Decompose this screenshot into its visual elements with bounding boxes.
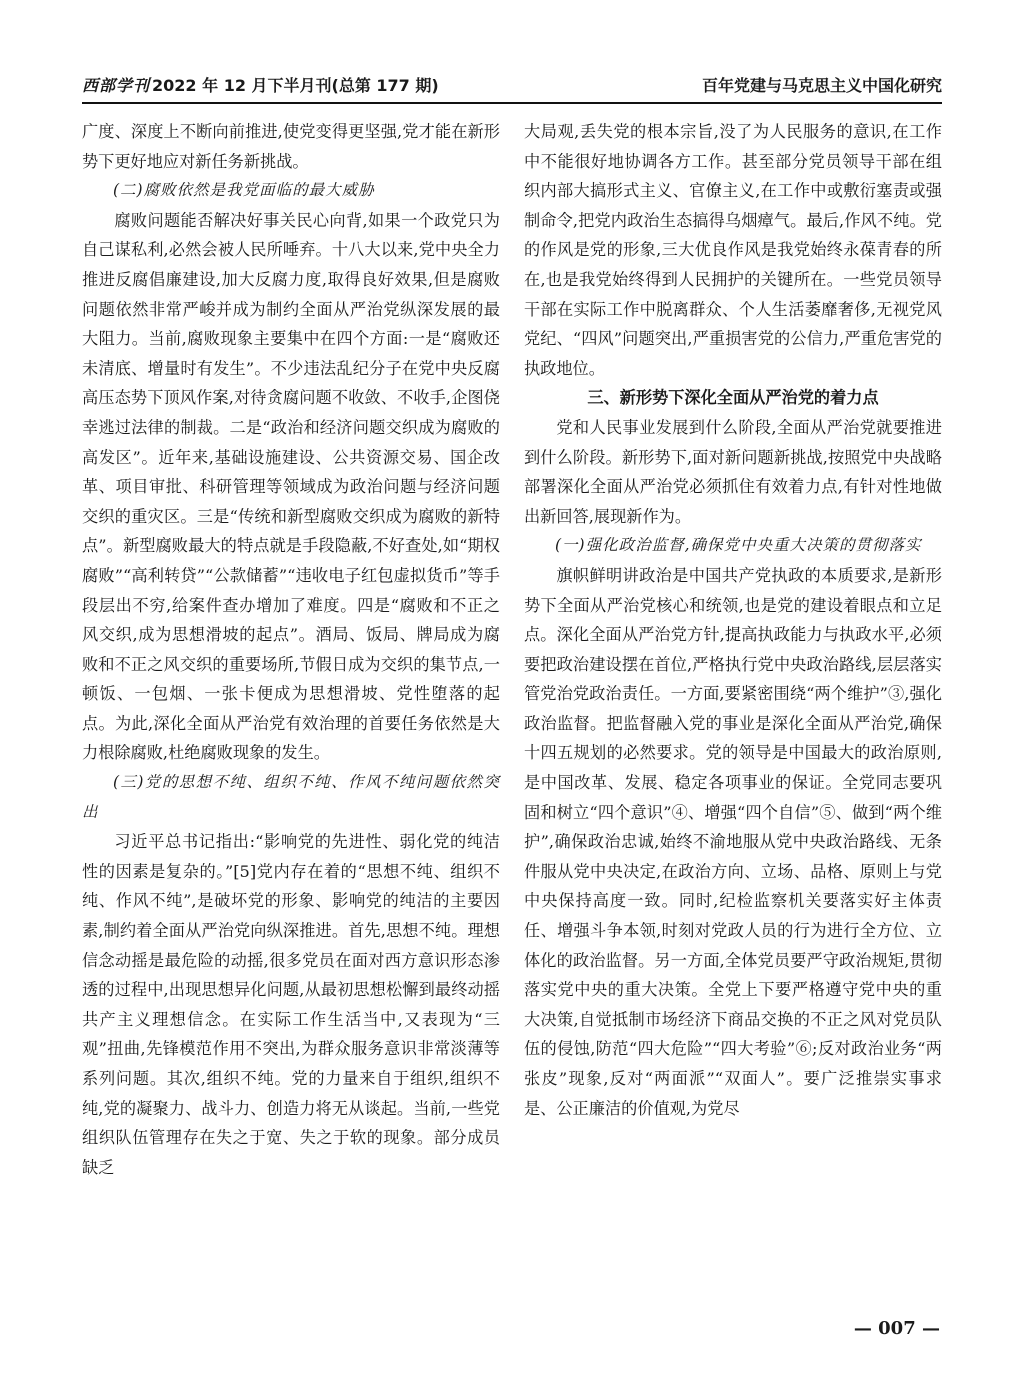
right-column [524,117,942,1123]
header-left [82,73,439,96]
section-heading: 三、新形势下深化全面从严治党的着力点 [587,388,879,408]
paragraph: 腐败问题能否解决好事关民心向背,如果一个政党只为自己谋私利,必然会被人民所唾弃。十八大以来,党中央全力推进反腐倡廉建设,加大反腐力度,取得良好效果,但是腐败问题依然非常严峻并成为制约全面从严治党纵深发展的最大阻力。当前,腐败现象主要集中在四个方面:一是“腐败还未清底、增量时有发生”。不少违法乱纪分子在党中央反腐高压态势下顶风作案,对待贪腐问题不收敛、不收手,企图侥幸逃过法律的制裁。二是“政治和经济问题交织成为腐败的高发区”。近年来,基础设施建设、公共资源交易、国企改革、项目审批、科研管理等领域成为政治问题与经济问题交织的重灾区。三是“传统和新型腐败交织成为腐败的新特点”。新型腐败最大的特点就是手段隐蔽,不好查处,如“期权腐败”“高利转贷”“公款储蓄”“违收电子红包虚拟货币”等手段层出不穷,给案件查办增加了难度。四是“腐败和不正之风交织,成为思想滑坡的起点”。酒局、饭局、牌局成为腐败和不正之风交织的重要场所,节假日成为交织的集节点,一顿饭、一包烟、一张卡便成为思想滑坡、党性堕落的起点。为此,深化全面从严治党有效治理的首要任务依然是大力根除腐败,杜绝腐败现象的发生。 [82,210,500,763]
subsection-heading: (二)腐败依然是我党面临的最大威胁 [113,181,375,200]
paragraph: 大局观,丢失党的根本宗旨,没了为人民服务的意识,在工作中不能很好地协调各方工作。甚至部分党员领导干部在组织内部大搞形式主义、官僚主义,在工作中或敷衍塞责或强制命令,把党内政治生态搞得乌烟瘴气。最后,作风不纯。党的作风是党的形象,三大优良作风是我党始终永葆青春的所在,也是我党始终得到人民拥护的关键所在。一些党员领导干部在实际工作中脱离群众、个人生活萎靡奢侈,无视党风党纪、“四风”问题突出,严重损害党的公信力,严重危害党的执政地位。 [524,122,942,378]
running-header [82,66,942,104]
paragraph: 广度、深度上不断向前推进,使党变得更坚强,党才能在新形势下更好地应对新任务新挑战。 [82,122,500,171]
journal-name: 西部学刊 [82,76,151,95]
paragraph: 旗帜鲜明讲政治是中国共产党执政的本质要求,是新形势下全面从严治党核心和统领,也是党的建设着眼点和立足点。深化全面从严治党方针,提高执政能力与执政水平,必须要把政治建设摆在首位,严格执行党中央政治路线,层层落实管党治党政治责任。一方面,要紧密围绕“两个维护”③,强化政治监督。把监督融入党的事业是深化全面从严治党,确保十四五规划的必然要求。党的领导是中国最大的政治原则,是中国改革、发展、稳定各项事业的保证。全党同志要巩固和树立“四个意识”④、增强“四个自信”⑤、做到“两个维护”,确保政治忠诚,始终不渝地服从党中央政治路线、无条件服从党中央决定,在政治方向、立场、品格、原则上与党中央保持高度一致。同时,纪检监察机关要落实好主体责任、增强斗争本领,时刻对党政人员的行为进行全方位、立体化的政治监督。另一方面,全体党员要严守政治规矩,贯彻落实党中央的重大决策。全党上下要严格遵守党中央的重大决策,自觉抵制市场经济下商品交换的不正之风对党员队伍的侵蚀,防范“四大危险”“四大考验”⑥;反对政治业务“两张皮”现象,反对“两面派”“双面人”。要广泛推崇实事求是、公正廉洁的价值观,为党尽 [524,565,942,1118]
issue-info: 2022 年 12 月下半月刊(总第 177 期) [152,76,439,95]
column-title: 百年党建与马克思主义中国化研究 [701,76,942,95]
subsection-heading: (三)党的思想不纯、组织不纯、作风不纯问题依然突出 [82,773,500,821]
paragraph: 习近平总书记指出:“影响党的先进性、弱化党的纯洁性的因素是复杂的。”[5]党内存在着的“思想不纯、组织不纯、作风不纯”,是破坏党的形象、影响党的纯洁的主要因素,制约着全面从严治党向纵深推进。首先,思想不纯。理想信念动摇是最危险的动摇,很多党员在面对西方意识形态渗透的过程中,出现思想异化问题,从最初思想松懈到最终动摇共产主义理想信念。在实际工作生活当中,又表现为“三观”扭曲,先锋模范作用不突出,为群众服务意识非常淡薄等系列问题。其次,组织不纯。党的力量来自于组织,组织不纯,党的凝聚力、战斗力、创造力将无从谈起。当前,一些党组织队伍管理存在失之于宽、失之于软的现象。部分成员缺乏 [82,832,500,1177]
left-column [82,117,500,1182]
paragraph: 党和人民事业发展到什么阶段,全面从严治党就要推进到什么阶段。新形势下,面对新问题新挑战,按照党中央战略部署深化全面从严治党必须抓住有效着力点,有针对性地做出新回答,展现新作为。 [524,417,942,526]
page-number: — 007 — [853,1318,940,1339]
subsection-heading: (一)强化政治监督,确保党中央重大决策的贯彻落实 [555,536,922,555]
